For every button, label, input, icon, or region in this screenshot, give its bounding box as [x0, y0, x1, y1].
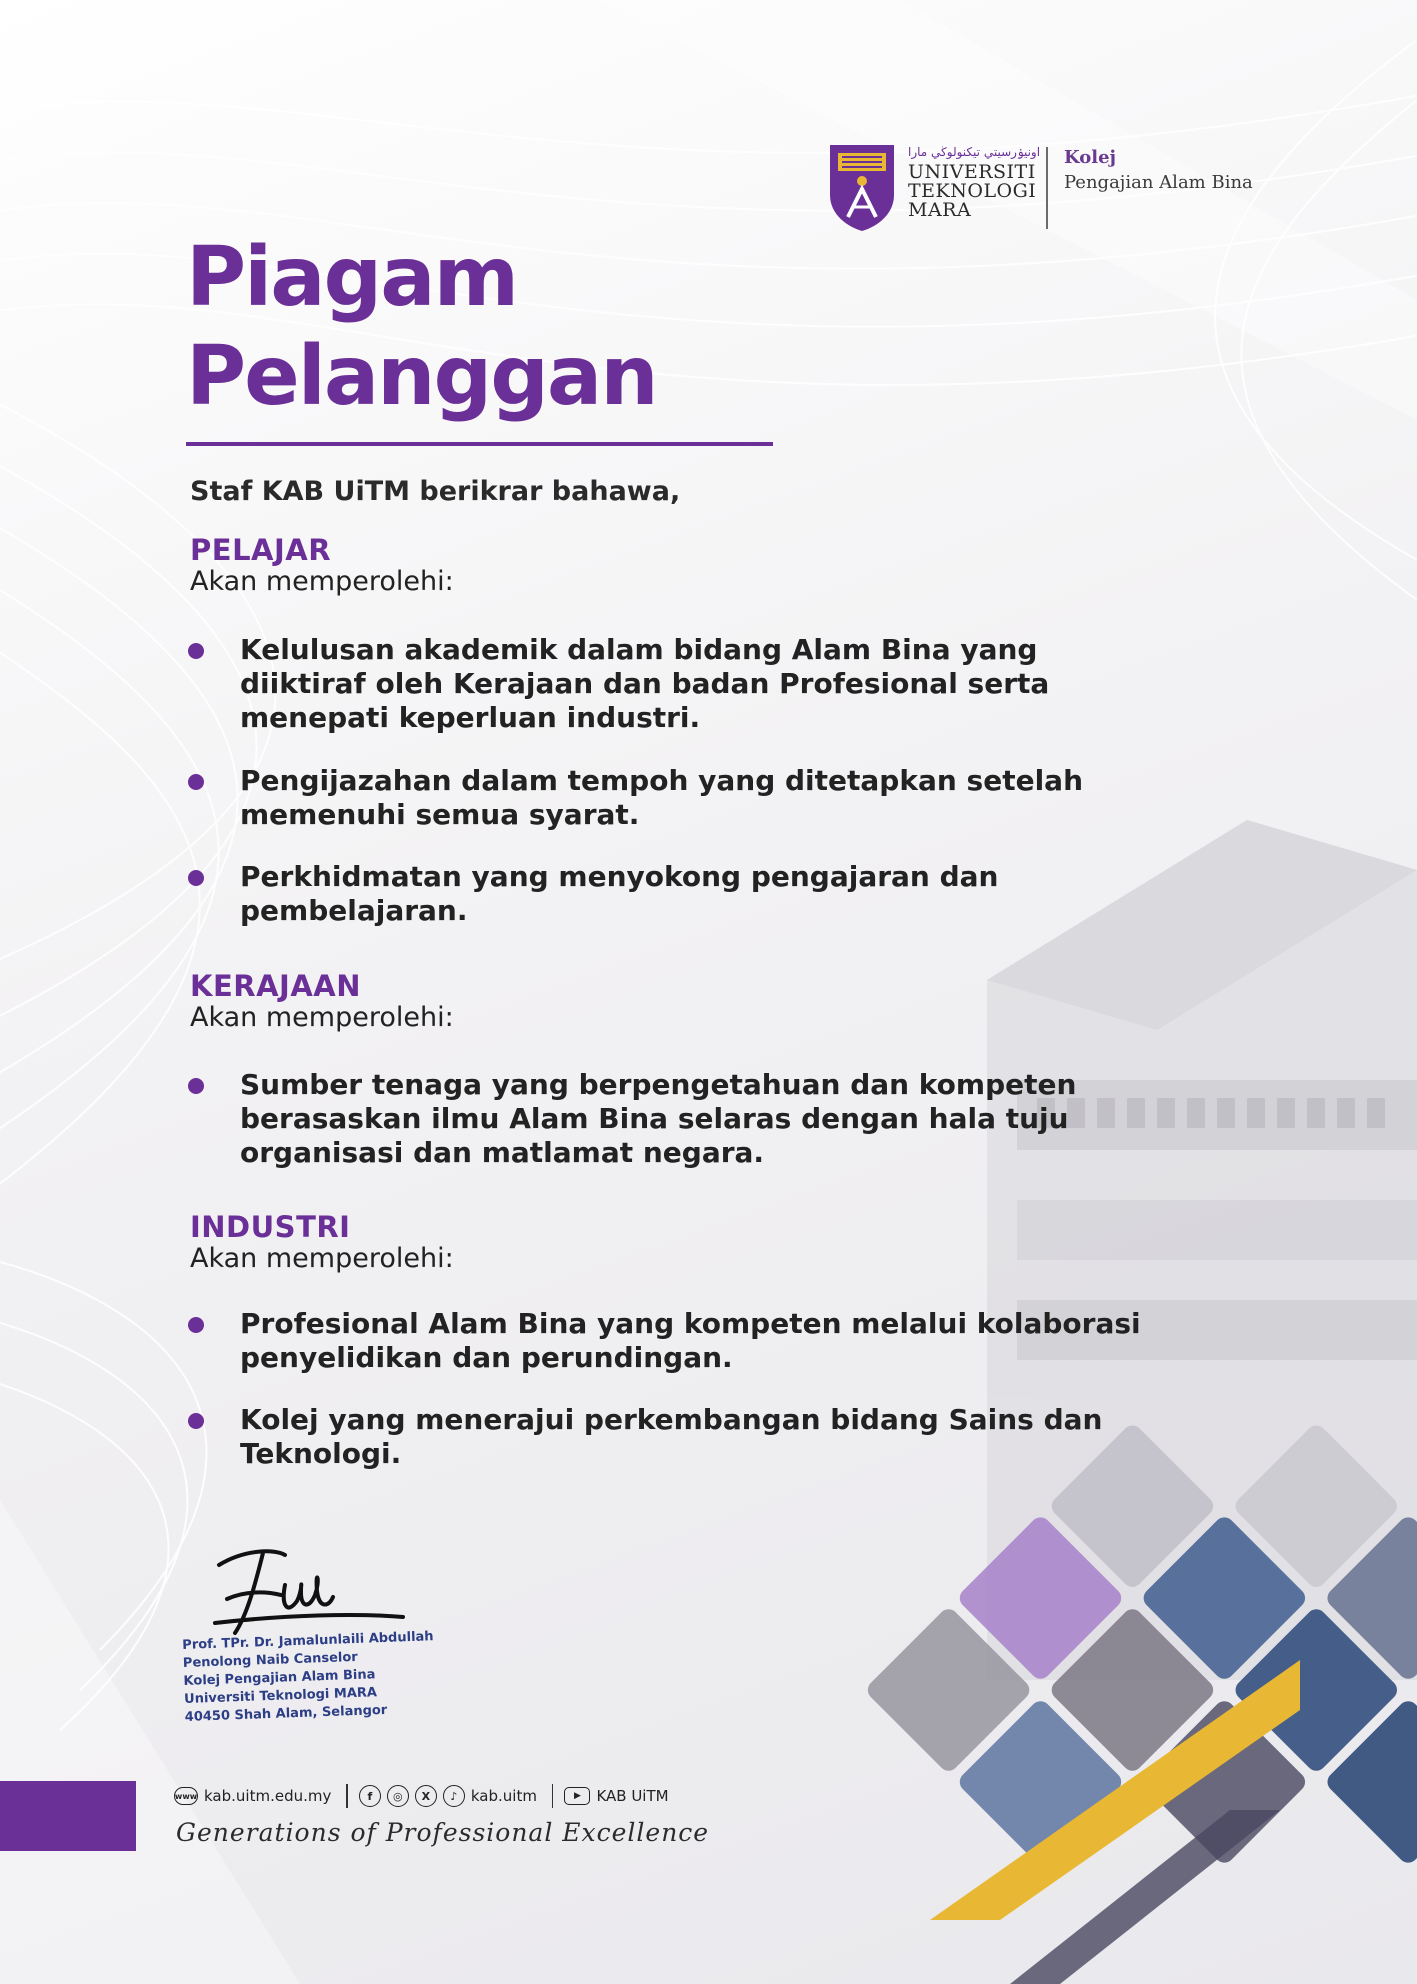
bullet-icon	[188, 870, 204, 886]
bullet-icon	[188, 1317, 204, 1333]
signatory-position: Penolong Naib Canselor	[182, 1649, 358, 1671]
list-item: Pengijazahan dalam tempoh yang ditetapkan setelah memenuhi semua syarat.	[190, 764, 1200, 832]
section-heading: INDUSTRI	[190, 1210, 351, 1244]
section-subheading: Akan memperolehi:	[190, 566, 454, 597]
footer-links	[174, 1781, 673, 1811]
tiktok-icon[interactable]: ♪	[443, 1785, 465, 1807]
signatory-address: 40450 Shah Alam, Selangor	[184, 1702, 388, 1725]
footer-divider	[552, 1784, 554, 1808]
signatory-name: Prof. TPr. Dr. Jamalunlaili Abdullah	[182, 1629, 434, 1653]
youtube-icon[interactable]: ▶	[564, 1787, 590, 1805]
footer-divider	[346, 1784, 348, 1808]
instagram-icon[interactable]: ◎	[387, 1785, 409, 1807]
section-heading: PELAJAR	[190, 533, 332, 567]
bullet-icon	[188, 774, 204, 790]
tagline: Generations of Professional Excellence	[176, 1818, 710, 1847]
university-arabic-name: اونيۏرسيتي تيكنولوڬي مارا	[908, 145, 1041, 159]
facebook-icon[interactable]: f	[359, 1785, 381, 1807]
x-icon[interactable]: X	[415, 1785, 437, 1807]
section-industri	[190, 1211, 454, 1275]
footer-accent-bar	[0, 1781, 136, 1851]
social-handle[interactable]: kab.uitm	[470, 1787, 537, 1805]
bullet-icon	[188, 1413, 204, 1429]
website-link[interactable]: kab.uitm.edu.my	[204, 1787, 332, 1805]
list-item: Perkhidmatan yang menyokong pengajaran dan pembelajaran.	[190, 860, 1200, 928]
pledge-intro: Staf KAB UiTM berikrar bahawa,	[190, 476, 681, 507]
signatory-university: Universiti Teknologi MARA	[183, 1685, 378, 1707]
bullet-icon	[188, 643, 204, 659]
signatory-college: Kolej Pengajian Alam Bina	[183, 1667, 376, 1689]
section-kerajaan	[190, 970, 454, 1034]
list-item: Kelulusan akademik dalam bidang Alam Bina yang diiktiraf oleh Kerajaan dan badan Profesional serta menepati keperluan industri.	[190, 633, 1200, 735]
section-heading: KERAJAAN	[190, 969, 362, 1003]
signature-mark	[205, 1545, 405, 1640]
list-item: Kolej yang menerajui perkembangan bidang Sains dan Teknologi.	[190, 1403, 1200, 1471]
globe-icon: www	[174, 1787, 198, 1805]
page-title: Piagam Pelanggan	[186, 230, 657, 424]
section-subheading: Akan memperolehi:	[190, 1002, 454, 1033]
logo-divider	[1046, 147, 1048, 229]
list-item: Sumber tenaga yang berpengetahuan dan kompeten berasaskan ilmu Alam Bina selaras dengan hala tuju organisasi dan matlamat negara.	[190, 1068, 1200, 1170]
bullet-icon	[188, 1078, 204, 1094]
uitm-crest-icon	[828, 143, 896, 231]
list-item: Profesional Alam Bina yang kompeten melalui kolaborasi penyelidikan dan perundingan.	[190, 1307, 1200, 1375]
youtube-channel[interactable]: KAB UiTM	[596, 1787, 669, 1805]
college-name: Kolej Pengajian Alam Bina	[1064, 147, 1253, 193]
signatory-block	[182, 1628, 436, 1727]
section-subheading: Akan memperolehi:	[190, 1243, 454, 1274]
section-pelajar	[190, 534, 454, 598]
university-name: UNIVERSITI TEKNOLOGI MARA	[908, 161, 1037, 221]
uitm-logo-block	[828, 143, 1288, 235]
title-underline	[186, 442, 773, 446]
